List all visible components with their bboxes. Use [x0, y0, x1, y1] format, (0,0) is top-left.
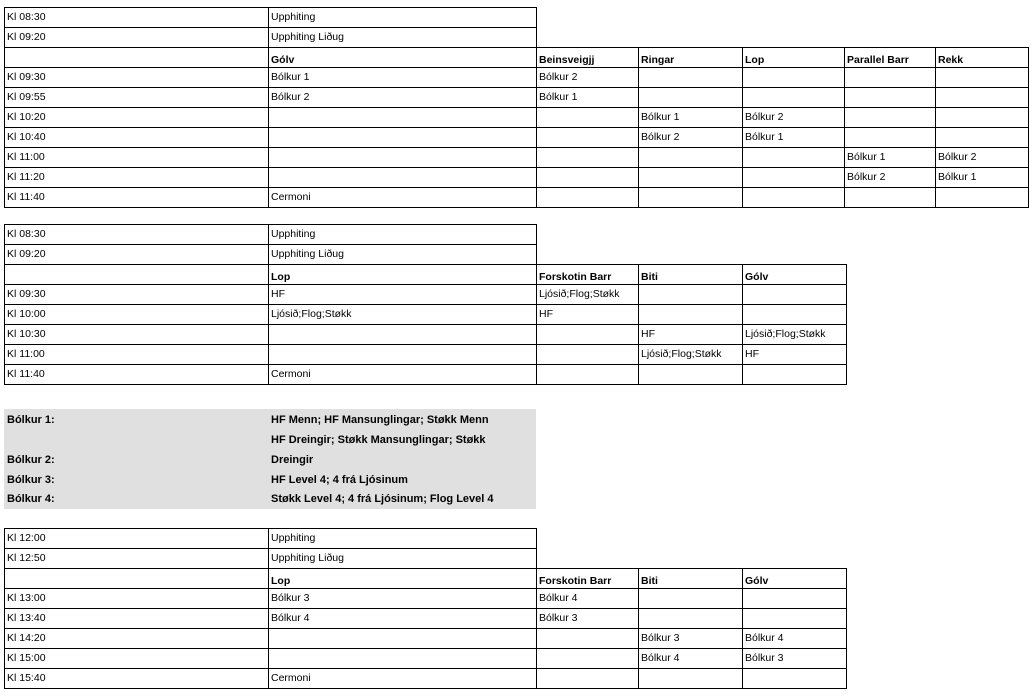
table-row: [5, 68, 1029, 88]
time-cell: Kl 13:00: [5, 589, 269, 609]
table-cell: [845, 188, 936, 208]
time-cell: Kl 09:30: [5, 68, 269, 88]
table-cell: [269, 108, 537, 128]
time-cell: Kl 11:40: [5, 188, 269, 208]
table-cell: [743, 168, 845, 188]
table-cell: [743, 68, 845, 88]
activity-cell: Upphiting Liðug: [269, 245, 537, 265]
table-cell: Bólkur 4: [743, 629, 847, 649]
time-cell: Kl 09:20: [5, 245, 269, 265]
table-cell: [743, 88, 845, 108]
table-cell: [537, 649, 639, 669]
table-cell: Cermoni: [269, 365, 537, 385]
table-cell: [269, 629, 537, 649]
table-row: [5, 669, 847, 689]
header-cell: Gólv: [743, 569, 847, 589]
table-cell: [639, 68, 743, 88]
table-cell: [639, 285, 743, 305]
table-cell: [845, 108, 936, 128]
legend-value: HF Menn; HF Mansunglingar; Støkk Menn: [271, 414, 489, 426]
table-cell: HF: [639, 325, 743, 345]
table-cell: Bólkur 1: [845, 148, 936, 168]
table-cell: [639, 88, 743, 108]
table-cell: [639, 669, 743, 689]
table-row: [5, 325, 847, 345]
legend-value: HF Dreingir; Støkk Mansunglingar; Støkk: [271, 434, 486, 446]
table-cell: Bólkur 2: [537, 68, 639, 88]
header-cell: Forskotin Barr: [537, 569, 639, 589]
table-row: [5, 188, 1029, 208]
header-cell: [5, 569, 269, 589]
table-cell: Ljósið;Flog;Støkk: [743, 325, 847, 345]
table-row: [5, 168, 1029, 188]
table-cell: [537, 108, 639, 128]
table-cell: HF: [269, 285, 537, 305]
time-cell: Kl 08:30: [5, 8, 269, 28]
table-cell: [743, 305, 847, 325]
table-cell: [936, 88, 1029, 108]
table-cell: [269, 128, 537, 148]
time-cell: Kl 10:30: [5, 325, 269, 345]
table-cell: [639, 188, 743, 208]
time-cell: Kl 09:30: [5, 285, 269, 305]
time-cell: Kl 14:20: [5, 629, 269, 649]
table-row: [5, 589, 847, 609]
group-legend: [4, 409, 536, 509]
table-cell: Bólkur 2: [639, 128, 743, 148]
schedule-table-2: [4, 224, 847, 385]
table-cell: [743, 148, 845, 168]
legend-label: Bólkur 4:: [7, 493, 55, 505]
table-cell: [537, 345, 639, 365]
table-cell: Bólkur 1: [936, 168, 1029, 188]
table-row: [5, 148, 1029, 168]
header-cell: Forskotin Barr: [537, 265, 639, 285]
table-row: [5, 305, 847, 325]
table-cell: Bólkur 3: [269, 589, 537, 609]
legend-label: Bólkur 3:: [7, 474, 55, 486]
table-cell: Ljósið;Flog;Støkk: [639, 345, 743, 365]
table-cell: Bólkur 3: [639, 629, 743, 649]
header-cell: Lop: [269, 265, 537, 285]
legend-label: Bólkur 2:: [7, 454, 55, 466]
table-cell: HF: [743, 345, 847, 365]
table-cell: Bólkur 1: [269, 68, 537, 88]
table-cell: [845, 128, 936, 148]
table-cell: [537, 128, 639, 148]
time-cell: Kl 15:40: [5, 669, 269, 689]
header-cell: [5, 48, 269, 68]
table-row: [5, 365, 847, 385]
table-row: [5, 549, 847, 569]
table-cell: HF: [537, 305, 639, 325]
table-row: [5, 649, 847, 669]
table-cell: Bólkur 1: [537, 88, 639, 108]
table-cell: [743, 609, 847, 629]
table-cell: [537, 325, 639, 345]
activity-cell: Upphiting: [269, 225, 537, 245]
header-cell: [5, 265, 269, 285]
time-cell: Kl 10:40: [5, 128, 269, 148]
table-cell: Ljósið;Flog;Støkk: [269, 305, 537, 325]
table-cell: Cermoni: [269, 188, 537, 208]
table-cell: [743, 589, 847, 609]
table-cell: [639, 365, 743, 385]
activity-cell: Upphiting Liðug: [269, 549, 537, 569]
table-cell: [743, 669, 847, 689]
table-cell: [743, 285, 847, 305]
table-cell: Bólkur 1: [639, 108, 743, 128]
table-row: [5, 225, 847, 245]
time-cell: Kl 12:00: [5, 529, 269, 549]
legend-value: HF Level 4; 4 frá Ljósinum: [271, 474, 408, 486]
table-cell: Bólkur 2: [936, 148, 1029, 168]
header-cell: Ringar: [639, 48, 743, 68]
table-cell: [936, 128, 1029, 148]
schedule-table-3: [4, 528, 847, 689]
schedule-table-1: [4, 7, 1029, 208]
table-row: [5, 245, 847, 265]
table-cell: Bólkur 4: [537, 589, 639, 609]
table-cell: [639, 305, 743, 325]
table-cell: [639, 148, 743, 168]
time-cell: Kl 11:20: [5, 168, 269, 188]
time-cell: Kl 10:20: [5, 108, 269, 128]
time-cell: Kl 15:00: [5, 649, 269, 669]
table-cell: [537, 669, 639, 689]
activity-cell: Upphiting: [269, 529, 537, 549]
table-row: [5, 88, 1029, 108]
table-cell: Bólkur 2: [845, 168, 936, 188]
time-cell: Kl 13:40: [5, 609, 269, 629]
legend-value: Støkk Level 4; 4 frá Ljósinum; Flog Level 4: [271, 493, 494, 505]
table-cell: [537, 148, 639, 168]
legend-value: Dreingir: [271, 454, 314, 466]
time-cell: Kl 11:00: [5, 148, 269, 168]
table-row: [5, 609, 847, 629]
table-cell: [639, 589, 743, 609]
header-cell: Gólv: [269, 48, 537, 68]
table-cell: [743, 365, 847, 385]
table-cell: Bólkur 2: [743, 108, 845, 128]
time-cell: Kl 09:20: [5, 28, 269, 48]
table-cell: Bólkur 3: [537, 609, 639, 629]
table-cell: Cermoni: [269, 669, 537, 689]
table-cell: [269, 649, 537, 669]
header-cell: Lop: [743, 48, 845, 68]
header-cell: Biti: [639, 569, 743, 589]
table-row: [5, 285, 847, 305]
table-cell: Bólkur 2: [269, 88, 537, 108]
header-cell: Gólv: [743, 265, 847, 285]
time-cell: Kl 11:00: [5, 345, 269, 365]
time-cell: Kl 11:40: [5, 365, 269, 385]
header-row: [5, 265, 847, 285]
table-cell: [845, 88, 936, 108]
table-cell: [639, 168, 743, 188]
header-row: [5, 569, 847, 589]
header-cell: Biti: [639, 265, 743, 285]
table-row: [5, 629, 847, 649]
table-cell: [936, 108, 1029, 128]
time-cell: Kl 09:55: [5, 88, 269, 108]
header-cell: Parallel Barr: [845, 48, 936, 68]
table-cell: [269, 148, 537, 168]
table-cell: [639, 609, 743, 629]
table-cell: [269, 168, 537, 188]
table-cell: Ljósið;Flog;Støkk: [537, 285, 639, 305]
table-cell: [537, 629, 639, 649]
table-cell: [537, 168, 639, 188]
time-cell: Kl 08:30: [5, 225, 269, 245]
table-cell: [845, 68, 936, 88]
table-cell: [936, 188, 1029, 208]
table-cell: Bólkur 3: [743, 649, 847, 669]
time-cell: Kl 10:00: [5, 305, 269, 325]
header-cell: Beinsveigjj: [537, 48, 639, 68]
table-row: [5, 345, 847, 365]
header-row: [5, 48, 1029, 68]
table-row: [5, 529, 847, 549]
table-cell: [537, 365, 639, 385]
table-cell: Bólkur 1: [743, 128, 845, 148]
table-cell: [537, 188, 639, 208]
table-row: [5, 108, 1029, 128]
table-cell: [936, 68, 1029, 88]
table-row: [5, 8, 1029, 28]
header-cell: Rekk: [936, 48, 1029, 68]
table-cell: [743, 188, 845, 208]
activity-cell: Upphiting Liðug: [269, 28, 537, 48]
table-row: [5, 128, 1029, 148]
legend-label: Bólkur 1:: [7, 414, 55, 426]
activity-cell: Upphiting: [269, 8, 537, 28]
table-cell: Bólkur 4: [639, 649, 743, 669]
table-cell: Bólkur 4: [269, 609, 537, 629]
table-cell: [269, 325, 537, 345]
table-cell: [269, 345, 537, 365]
table-row: [5, 28, 1029, 48]
header-cell: Lop: [269, 569, 537, 589]
time-cell: Kl 12:50: [5, 549, 269, 569]
